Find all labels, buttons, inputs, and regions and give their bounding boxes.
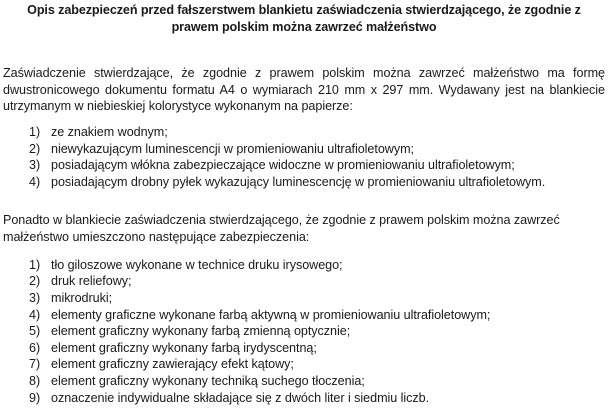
list-item-marker: 1) <box>29 257 41 272</box>
list-item-marker: 2) <box>29 141 41 156</box>
list-item-marker: 8) <box>29 374 41 389</box>
list-item-marker: 4) <box>29 174 41 189</box>
document-page <box>0 2 609 419</box>
list-item-label: mikrodruki; <box>51 291 113 306</box>
list-item-marker: 5) <box>29 324 41 339</box>
list-item-label: elementy graficzne wykonane farbą aktywną w promieniowaniu ultrafioletowym; <box>51 307 491 322</box>
list-item-marker: 7) <box>29 357 41 372</box>
list-item-label: posiadającym drobny pyłek wykazujący luminescencję w promieniowaniu ultrafioletowym. <box>51 174 546 189</box>
second-paragraph: Ponadto w blankiecie zaświadczenia stwierdzającego, że zgodnie z prawem polskim można zawrzeć małżeństwo umieszczono następujące zabezpieczenia: <box>3 213 560 245</box>
list-item-label: element graficzny wykonany techniką suchego tłoczenia; <box>51 374 365 389</box>
paper-features-list <box>3 124 605 190</box>
list-item-marker: 2) <box>29 274 41 289</box>
list-item <box>3 340 605 357</box>
list-item <box>3 157 605 174</box>
list-item-label: element graficzny zawierający efekt kątowy; <box>51 357 294 372</box>
list-item-marker: 4) <box>29 307 41 322</box>
list-item-marker: 6) <box>29 340 41 355</box>
list-item <box>3 290 605 307</box>
list-item-label: tło giloszowe wykonane w technice druku irysowego; <box>51 257 343 272</box>
list-item <box>3 390 605 407</box>
list-item <box>3 141 605 158</box>
list-item-label: element graficzny wykonany farbą irydyscentną; <box>51 340 317 355</box>
list-item-label: element graficzny wykonany farbą zmienną optycznie; <box>51 324 351 339</box>
list-item <box>3 307 605 324</box>
list-item <box>3 174 605 191</box>
list-item-marker: 3) <box>29 291 41 306</box>
list-item-marker: 1) <box>29 125 41 140</box>
list-item <box>3 273 605 290</box>
list-item-label: posiadającym włókna zabezpieczające widoczne w promieniowaniu ultrafioletowym; <box>51 158 515 173</box>
list-item-marker: 3) <box>29 158 41 173</box>
list-item-label: oznaczenie indywidualne składające się z dwóch liter i siedmiu liczb. <box>51 390 430 405</box>
list-item <box>3 373 605 390</box>
list-item <box>3 257 605 274</box>
list-item-label: niewykazującym luminescencji w promieniowaniu ultrafioletowym; <box>51 141 414 156</box>
list-item <box>3 124 605 141</box>
intro-paragraph: Zaświadczenie stwierdzające, że zgodnie z prawem polskim można zawrzeć małżeństwo ma formę dwustronicowego dokumentu formatu A4 o wymiarach 210 mm x 297 mm. Wydawany jest na blankiecie utrzymanym w niebieskiej kolorystyce wykonanym na papierze: <box>3 66 605 114</box>
list-item <box>3 323 605 340</box>
list-item-label: ze znakiem wodnym; <box>51 125 168 140</box>
security-features-list <box>3 257 605 406</box>
page-title: Opis zabezpieczeń przed fałszerstwem blankietu zaświadczenia stwierdzającego, że zgodnie z prawem polskim można zawrzeć małżeństwo <box>27 3 581 34</box>
list-item-marker: 9) <box>29 390 41 405</box>
list-item-label: druk reliefowy; <box>51 274 132 289</box>
list-item <box>3 356 605 373</box>
